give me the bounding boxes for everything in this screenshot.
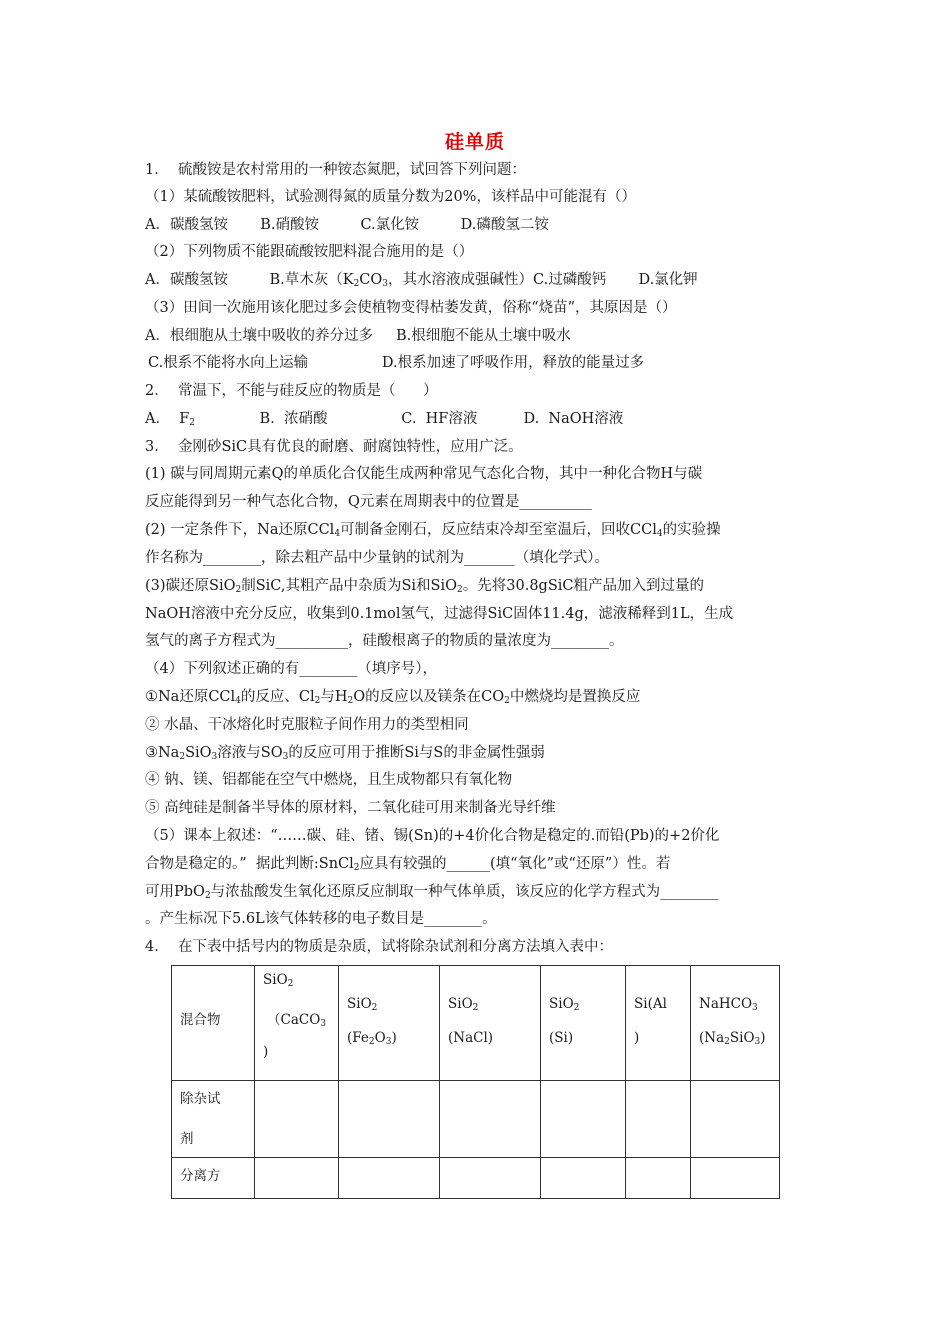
header-text bbox=[448, 996, 478, 1012]
subscript: 3 bbox=[385, 1037, 392, 1047]
header-cell-6 bbox=[691, 966, 780, 1081]
reagent-cell[interactable] bbox=[691, 1081, 780, 1158]
subscript: 2 bbox=[353, 279, 360, 289]
text-segment: 与浓盐酸发生氧化还原反应制取一种气体单质，该反应的化学方程式为________ bbox=[210, 884, 719, 900]
text-segment: 反应能得到另一种气态化合物，Q元素在周期表中的位置是__________ bbox=[145, 494, 592, 510]
subscript: 4 bbox=[656, 529, 663, 539]
text-segment: 1． 硫酸铵是农村常用的一种铵态氮肥，试回答下列问题： bbox=[145, 162, 526, 178]
text-segment: O的反应以及镁条在CO bbox=[353, 689, 505, 705]
subscript: 2 bbox=[371, 1003, 378, 1013]
subscript: 2 bbox=[472, 1003, 479, 1013]
subscript: 2 bbox=[287, 979, 294, 989]
text-segment: SiO bbox=[729, 1030, 755, 1046]
header-text bbox=[347, 996, 377, 1012]
header-text bbox=[634, 996, 667, 1012]
method-cell[interactable] bbox=[339, 1158, 440, 1199]
reagent-cell[interactable] bbox=[541, 1081, 626, 1158]
header-cell-3 bbox=[440, 966, 541, 1081]
row-label-reagent: 除杂试 剂 bbox=[172, 1081, 255, 1158]
header-text bbox=[347, 1030, 397, 1046]
text-segment: SiO bbox=[347, 996, 372, 1012]
text-segment: 与H bbox=[320, 689, 348, 705]
text-segment: SiO bbox=[185, 745, 212, 761]
text-segment: 的实验操 bbox=[662, 522, 721, 538]
text-segment: (Si) bbox=[549, 1030, 574, 1046]
header-text bbox=[634, 1030, 639, 1046]
header-text bbox=[549, 1030, 573, 1046]
text-segment: 4． 在下表中括号内的物质是杂质，试将除杂试剂和分离方法填入表中： bbox=[145, 939, 613, 955]
subscript: 3 bbox=[382, 279, 389, 289]
text-segment: ) bbox=[263, 1044, 269, 1060]
text-segment: ) bbox=[634, 1030, 640, 1046]
reagent-cell[interactable] bbox=[339, 1081, 440, 1158]
text-line bbox=[145, 770, 512, 790]
text-segment: 应具有较强的______(填“氧化”或“还原”）性。若 bbox=[359, 856, 671, 872]
text-line bbox=[145, 520, 721, 540]
subscript: 3 bbox=[320, 1019, 327, 1029]
text-segment: (NaCl) bbox=[448, 1030, 494, 1046]
text-segment: ) bbox=[760, 1030, 766, 1046]
text-segment: （3）田间一次施用该化肥过多会使植物变得枯萎发黄，俗称“烧苗”，其原因是（） bbox=[145, 300, 677, 316]
text-segment: （1）某硫酸铵肥料，试验测得氮的质量分数为20%，该样品中可能混有（） bbox=[145, 189, 636, 205]
text-line bbox=[145, 298, 677, 318]
subscript: 2 bbox=[314, 696, 321, 706]
text-line bbox=[145, 437, 523, 457]
reagent-cell[interactable] bbox=[440, 1081, 541, 1158]
subscript: 2 bbox=[368, 1037, 375, 1047]
text-segment: ①Na还原CCl bbox=[145, 689, 236, 705]
text-segment: 3． 金刚砂SiC具有优良的耐磨、耐腐蚀特性，应用广泛。 bbox=[145, 439, 523, 455]
text-line bbox=[145, 160, 526, 180]
text-line bbox=[145, 743, 545, 763]
subscript: 2 bbox=[353, 863, 360, 873]
text-segment: 可制备金刚石，反应结束冷却至室温后，回收CCl bbox=[340, 522, 657, 538]
reagent-cell[interactable] bbox=[626, 1081, 691, 1158]
text-line bbox=[145, 631, 624, 651]
header-cell-2 bbox=[339, 966, 440, 1081]
text-segment: （CaCO bbox=[267, 1012, 321, 1028]
text-line bbox=[145, 464, 702, 484]
text-line bbox=[145, 659, 437, 679]
text-line bbox=[145, 270, 698, 290]
text-segment: A．碳酸氢铵 B.草木灰（K bbox=[145, 272, 354, 288]
text-segment: SiO bbox=[549, 996, 574, 1012]
text-segment: 。先将30.8gSiC粗产品加入到过量的 bbox=[462, 578, 704, 594]
text-segment: ) bbox=[391, 1030, 397, 1046]
text-segment: A．根细胞从土壤中吸收的养分过多 B.根细胞不能从土壤中吸水 bbox=[145, 328, 571, 344]
text-segment: SiO bbox=[263, 972, 288, 988]
method-cell[interactable] bbox=[626, 1158, 691, 1199]
text-line bbox=[145, 854, 670, 874]
text-line bbox=[145, 548, 609, 568]
row-label-mixture: 混合物 bbox=[172, 966, 255, 1081]
text-segment: (1) 碳与同周期元素Q的单质化合仅能生成两种常见气态化合物，其中一种化合物H与碳 bbox=[145, 466, 703, 482]
text-line bbox=[148, 353, 644, 373]
subscript: 3 bbox=[754, 1037, 761, 1047]
header-cell-4 bbox=[541, 966, 626, 1081]
text-segment: (Na bbox=[699, 1030, 725, 1046]
text-line bbox=[145, 187, 636, 207]
method-cell[interactable] bbox=[691, 1158, 780, 1199]
subscript: 3 bbox=[282, 752, 289, 762]
purification-table bbox=[171, 965, 780, 1199]
subscript: 2 bbox=[573, 1003, 580, 1013]
text-line bbox=[145, 381, 438, 401]
header-text bbox=[549, 996, 579, 1012]
subscript: 4 bbox=[235, 696, 241, 706]
header-text bbox=[263, 1044, 268, 1060]
text-segment: 。产生标况下5.6L该气体转移的电子数目是________。 bbox=[145, 911, 497, 927]
text-line bbox=[145, 215, 549, 235]
header-text bbox=[699, 996, 758, 1012]
text-segment: 的反应、Cl bbox=[240, 689, 315, 705]
subscript: 3 bbox=[211, 752, 218, 762]
text-segment: 2． 常温下，不能与硅反应的物质是（ ） bbox=[145, 383, 438, 399]
text-line bbox=[145, 242, 473, 262]
text-segment: 合物是稳定的。” 据此判断:SnCl bbox=[145, 856, 354, 872]
subscript: 2 bbox=[504, 696, 510, 706]
text-segment: 可用PbO bbox=[145, 884, 205, 900]
text-line bbox=[145, 715, 469, 735]
row-label-method: 分离方 bbox=[172, 1158, 255, 1199]
reagent-cell[interactable] bbox=[255, 1081, 339, 1158]
text-segment: 溶液与SO bbox=[217, 745, 283, 761]
header-text bbox=[267, 1008, 326, 1028]
header-text bbox=[699, 1030, 766, 1046]
subscript: 4 bbox=[334, 529, 341, 539]
subscript: 2 bbox=[724, 1037, 730, 1047]
text-segment: A．碳酸氢铵 B.硝酸铵 C.氯化铵 D.磷酸氢二铵 bbox=[145, 217, 549, 233]
text-segment: Si(Al bbox=[634, 996, 667, 1012]
subscript: 2 bbox=[179, 752, 186, 762]
text-line bbox=[145, 409, 623, 429]
text-segment: ③Na bbox=[145, 745, 180, 761]
method-cell[interactable] bbox=[541, 1158, 626, 1199]
header-text bbox=[448, 1030, 493, 1046]
text-line bbox=[145, 798, 556, 818]
text-segment: (3)碳还原SiO bbox=[145, 578, 236, 594]
text-line bbox=[145, 576, 704, 596]
page-title: 硅单质 bbox=[444, 131, 505, 153]
text-segment: 中燃烧均是置换反应 bbox=[509, 689, 641, 705]
text-segment: （2）下列物质不能跟硫酸铵肥料混合施用的是（） bbox=[145, 244, 474, 260]
text-line bbox=[145, 326, 571, 346]
text-segment: （4）下列叙述正确的有________（填序号）， bbox=[145, 661, 437, 677]
text-segment: B. 浓硝酸 C. HF溶液 D. NaOH溶液 bbox=[195, 411, 624, 427]
header-cell-5 bbox=[626, 966, 691, 1081]
subscript: 3 bbox=[752, 1003, 758, 1013]
text-segment: 的反应可用于推断Si与S的非金属性强弱 bbox=[288, 745, 545, 761]
text-segment: O bbox=[374, 1030, 386, 1046]
text-segment: 作名称为________，除去粗产品中少量钠的试剂为_______（填化学式）。 bbox=[145, 550, 609, 566]
subscript: 2 bbox=[457, 585, 463, 595]
text-segment: CO bbox=[359, 272, 383, 288]
text-segment: ⑤ 高纯硅是制备半导体的原材料，二氧化硅可用来制备光导纤维 bbox=[145, 800, 556, 816]
text-line bbox=[145, 687, 640, 707]
header-text bbox=[263, 972, 293, 988]
text-line bbox=[145, 826, 719, 846]
text-segment: NaHCO bbox=[699, 996, 753, 1012]
text-line bbox=[145, 492, 592, 512]
text-segment: SiO bbox=[448, 996, 473, 1012]
text-segment: A． F bbox=[145, 411, 190, 427]
text-line bbox=[145, 937, 613, 957]
text-segment: NaOH溶液中充分反应，收集到0.1mol氢气，过滤得SiC固体11.4g，滤液稀释到1L，生成 bbox=[145, 606, 734, 622]
text-segment: (2) 一定条件下，Na还原CCl bbox=[145, 522, 335, 538]
text-segment: （5）课本上叙述：“……碳、硅、锗、锡(Sn)的+4价化合物是稳定的.而铅(Pb)的+2价化 bbox=[145, 828, 720, 844]
text-line bbox=[145, 882, 718, 902]
text-segment: 制SiC,其粗产品中杂质为Si和SiO bbox=[241, 578, 458, 594]
text-segment: 氢气的离子方程式为__________，硅酸根离子的物质的量浓度为________。 bbox=[145, 633, 624, 649]
header-cell-1 bbox=[255, 966, 339, 1081]
method-cell[interactable] bbox=[440, 1158, 541, 1199]
subscript: 2 bbox=[347, 696, 354, 706]
method-cell[interactable] bbox=[255, 1158, 339, 1199]
text-line bbox=[145, 909, 497, 929]
subscript: 2 bbox=[235, 585, 242, 595]
text-segment: ④ 钠、镁、铝都能在空气中燃烧，且生成物都只有氧化物 bbox=[145, 772, 513, 788]
text-segment: C.根系不能将水向上运输 D.根系加速了呼吸作用，释放的能量过多 bbox=[148, 355, 645, 371]
text-line bbox=[145, 604, 733, 624]
subscript: 2 bbox=[189, 418, 195, 428]
text-segment: (Fe bbox=[347, 1030, 369, 1046]
text-segment: ，其水溶液成强碱性）C.过磷酸钙 D.氯化钾 bbox=[388, 272, 698, 288]
text-segment: ② 水晶、干冰熔化时克服粒子间作用力的类型相同 bbox=[145, 717, 469, 733]
subscript: 2 bbox=[204, 891, 211, 901]
